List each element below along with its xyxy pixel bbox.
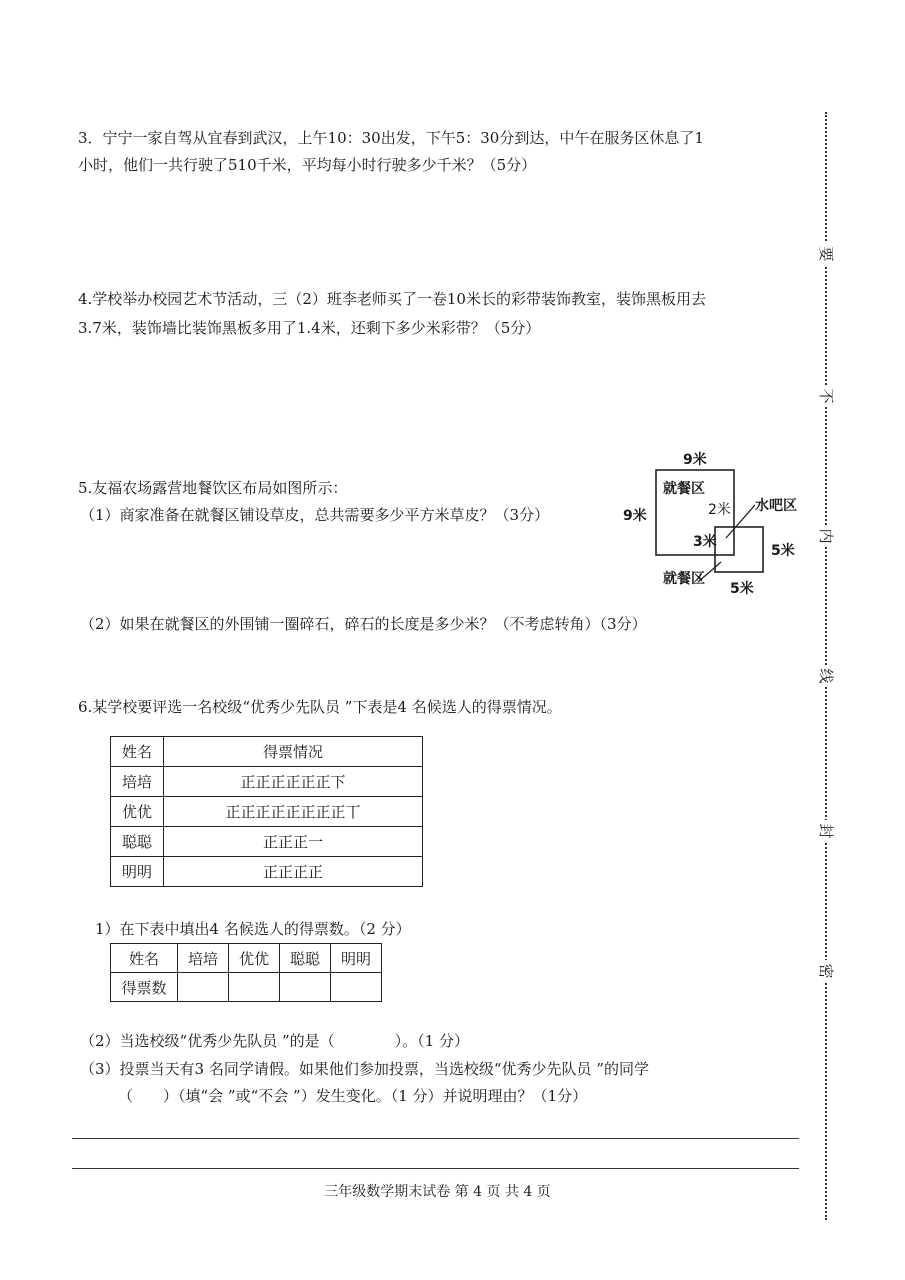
votes-tally-table bbox=[110, 736, 423, 887]
q3-line2: 小时，他们一共行驶了510千米，平均每小时行驶多少千米？（5分） bbox=[78, 156, 537, 174]
answer-cell[interactable] bbox=[178, 973, 229, 1002]
candidate-name: 聪聪 bbox=[111, 827, 164, 857]
label-5m-right: 5米 bbox=[771, 543, 795, 559]
row-label-votes: 得票数 bbox=[111, 973, 178, 1002]
tally-marks: 正正正正正正正正丅 bbox=[164, 797, 423, 827]
binding-char: 要 bbox=[815, 243, 837, 265]
vote-count-table bbox=[110, 943, 382, 1002]
label-dining-bottom: 就餐区 bbox=[663, 571, 705, 587]
label-3m: 3米 bbox=[693, 534, 717, 550]
header-candidate: 优优 bbox=[229, 944, 280, 973]
q6-part3-line1: （3）投票当天有3 名同学请假。如果他们参加投票，当选校级“优秀少先队员 ”的同学 bbox=[80, 1060, 649, 1078]
table-row bbox=[111, 973, 382, 1002]
q6-intro: 6.某学校要评选一名校级“优秀少先队员 ”下表是4 名候选人的得票情况。 bbox=[78, 698, 562, 716]
q6-part2: （2）当选校级“优秀少先队员 ”的是（ ）。（1 分） bbox=[80, 1032, 469, 1050]
answer-line bbox=[72, 1168, 799, 1169]
answer-line bbox=[72, 1138, 799, 1139]
table-row bbox=[111, 857, 423, 887]
page-footer: 三年级数学期末试卷 第 4 页 共 4 页 bbox=[324, 1184, 551, 1200]
binding-char: 内 bbox=[815, 525, 837, 547]
q3-line1: 3．宁宁一家自驾从宜春到武汉，上午10：30出发，下午5：30分到达，中午在服务区休息了1 bbox=[78, 129, 704, 147]
table-row bbox=[111, 827, 423, 857]
answer-cell[interactable] bbox=[331, 973, 382, 1002]
tally-marks: 正正正一 bbox=[164, 827, 423, 857]
binding-char: 线 bbox=[815, 665, 837, 687]
binding-char: 密 bbox=[815, 960, 837, 982]
binding-char: 封 bbox=[815, 820, 837, 842]
candidate-name: 培培 bbox=[111, 767, 164, 797]
q5-part2: （2）如果在就餐区的外围铺一圈碎石，碎石的长度是多少米？（不考虑转角）（3分） bbox=[80, 615, 647, 633]
header-name: 姓名 bbox=[111, 944, 178, 973]
q6-part1: 1）在下表中填出4 名候选人的得票数。（2 分） bbox=[95, 920, 411, 938]
label-dining-top: 就餐区 bbox=[663, 481, 705, 497]
binding-char: 不 bbox=[815, 385, 837, 407]
q5-intro: 5.友福农场露营地餐饮区布局如图所示： bbox=[78, 479, 348, 497]
header-candidate: 培培 bbox=[178, 944, 229, 973]
label-left-9m: 9米 bbox=[623, 508, 647, 524]
q5-part1: （1）商家准备在就餐区铺设草皮，总共需要多少平方米草皮？（3分） bbox=[80, 506, 550, 524]
tally-marks: 正正正正正正下 bbox=[164, 767, 423, 797]
q4-line2: 3.7米，装饰墙比装饰黑板多用了1.4米，还剩下多少米彩带？（5分） bbox=[78, 319, 541, 337]
tally-marks: 正正正正 bbox=[164, 857, 423, 887]
label-water-bar: 水吧区 bbox=[755, 498, 797, 514]
q4-line1: 4.学校举办校园艺术节活动，三（2）班李老师买了一卷10米长的彩带装饰教室，装饰黑板用去 bbox=[78, 290, 706, 308]
header-candidate: 聪聪 bbox=[280, 944, 331, 973]
candidate-name: 明明 bbox=[111, 857, 164, 887]
water-bar-rect bbox=[715, 527, 763, 572]
answer-cell[interactable] bbox=[280, 973, 331, 1002]
header-votes: 得票情况 bbox=[164, 737, 423, 767]
answer-cell[interactable] bbox=[229, 973, 280, 1002]
candidate-name: 优优 bbox=[111, 797, 164, 827]
label-top-9m: 9米 bbox=[683, 452, 707, 468]
table-header-row bbox=[111, 737, 423, 767]
label-5m-bottom: 5米 bbox=[730, 581, 754, 597]
header-name: 姓名 bbox=[111, 737, 164, 767]
table-row bbox=[111, 797, 423, 827]
header-candidate: 明明 bbox=[331, 944, 382, 973]
q6-part3-line2: （ ）（填“会 ”或“不会 ”）发生变化。（1 分）并说明理由？（1分） bbox=[118, 1087, 588, 1105]
table-row bbox=[111, 767, 423, 797]
table-header-row bbox=[111, 944, 382, 973]
label-2m: 2米 bbox=[708, 502, 731, 518]
